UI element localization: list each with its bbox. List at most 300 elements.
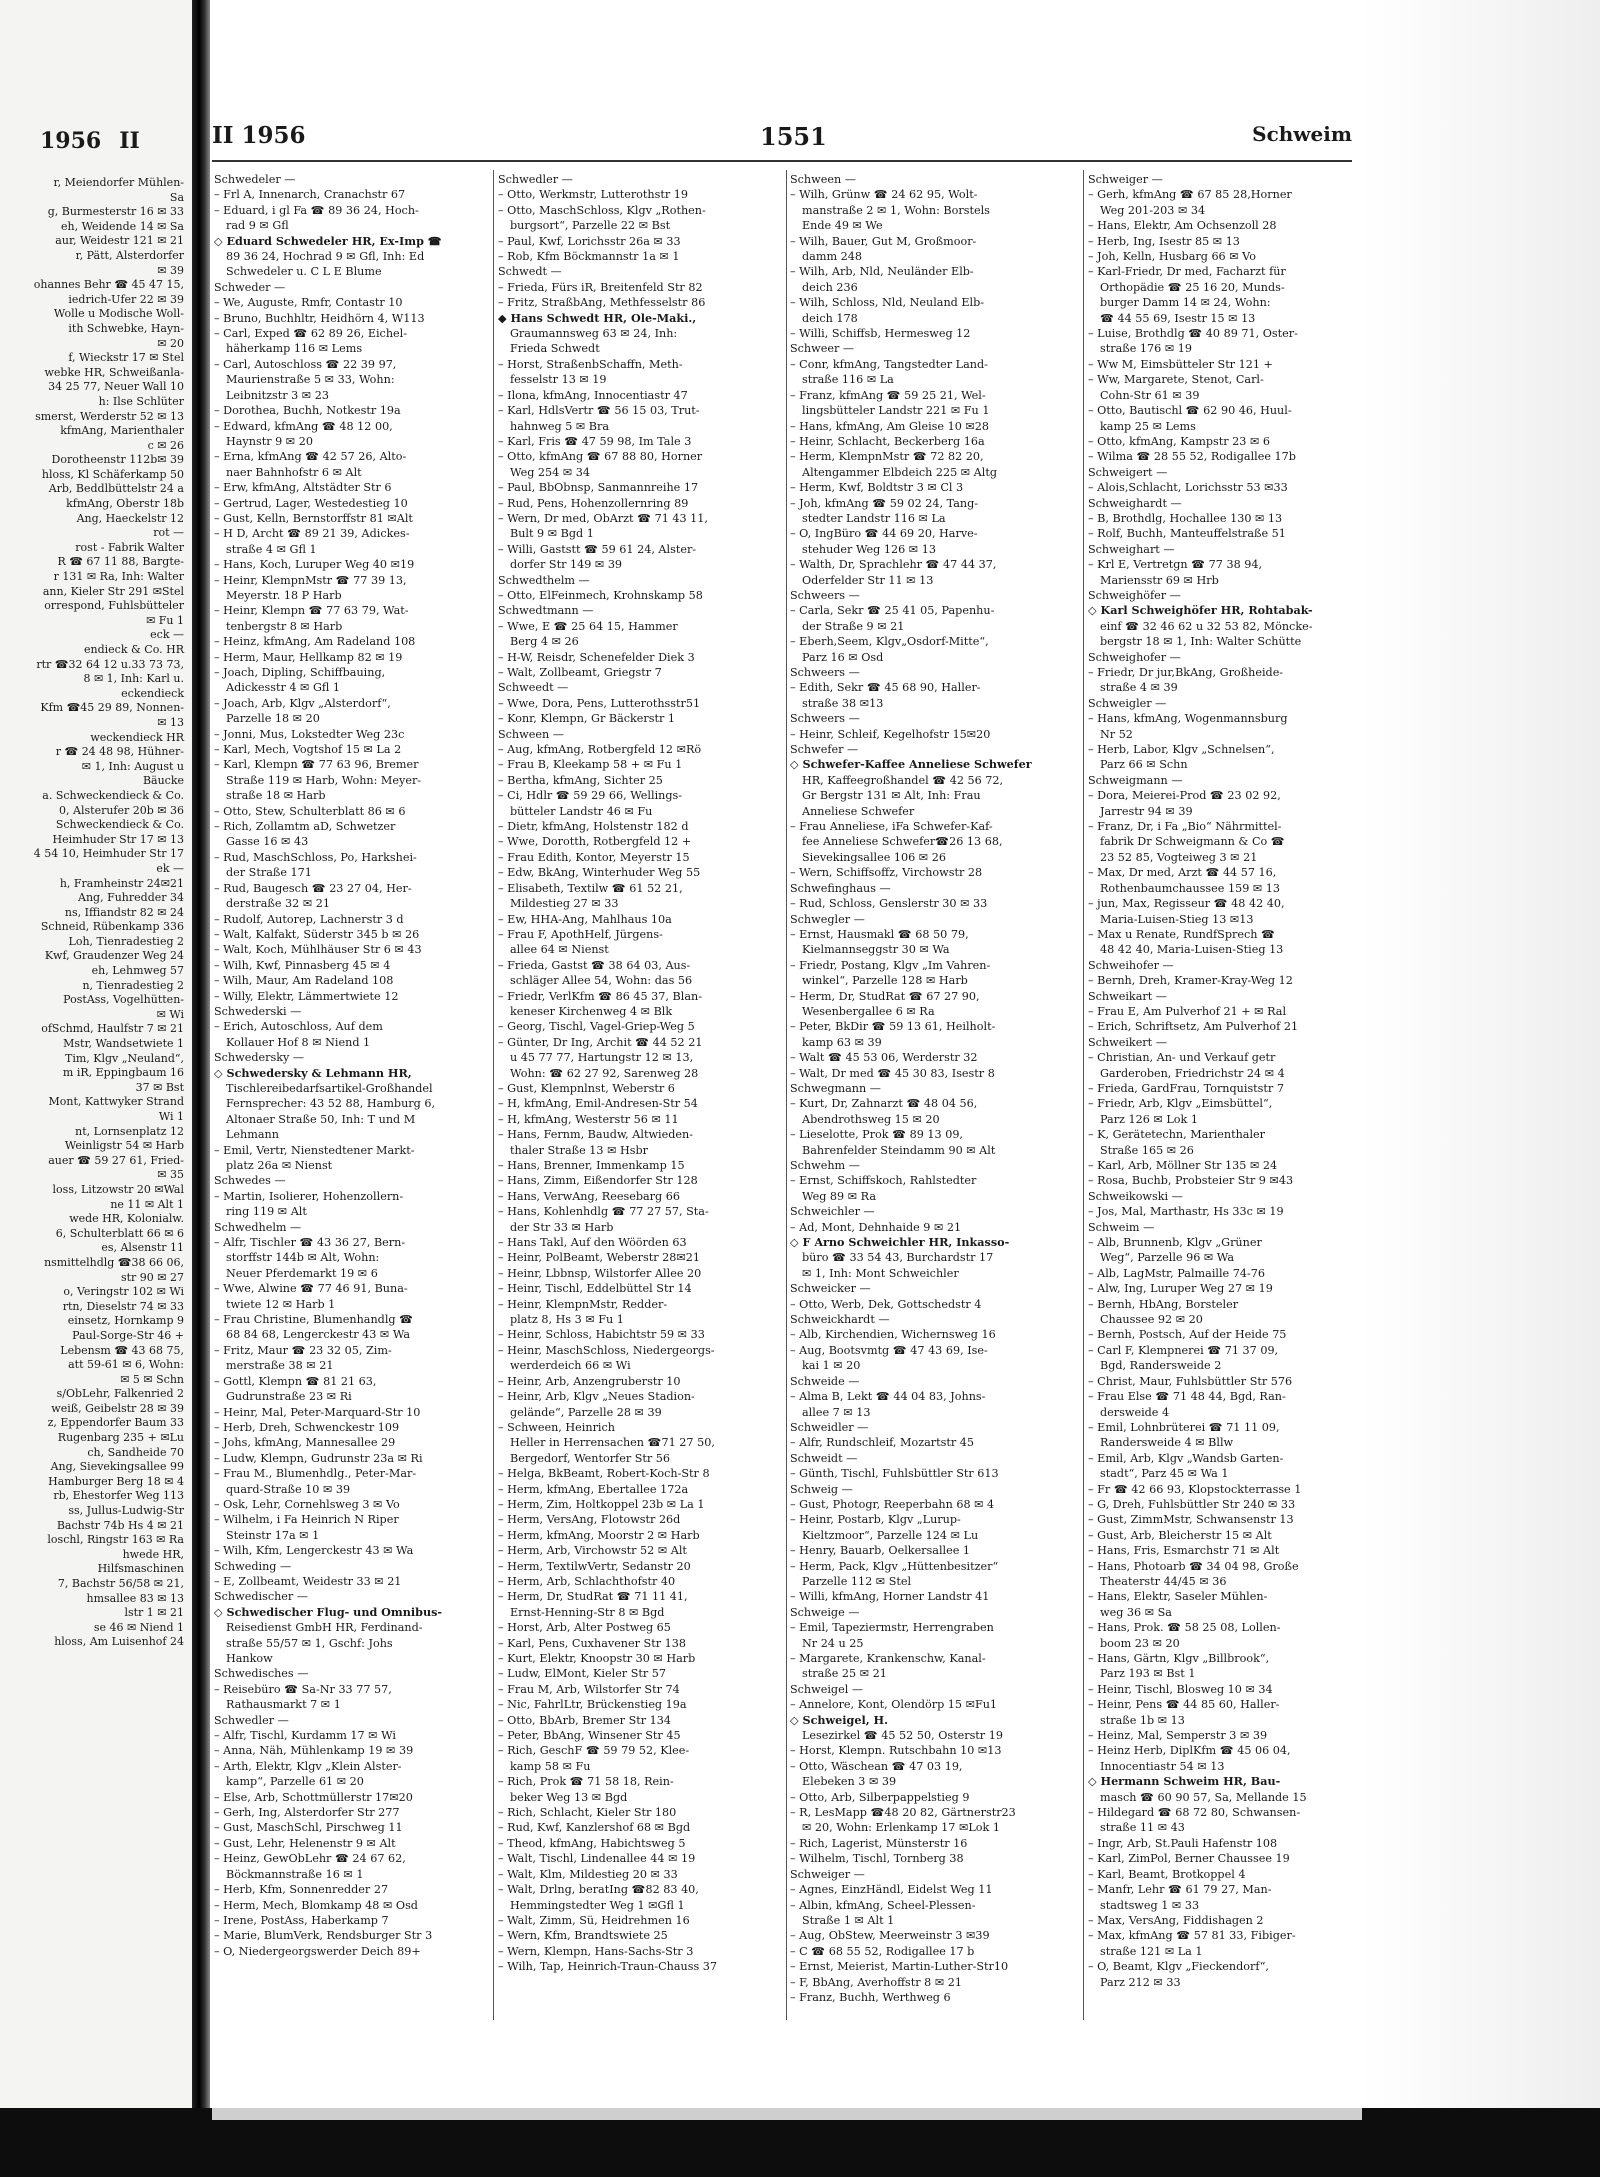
directory-entry: – Herm, Mech, Blomkamp 48 ✉ Osd [214, 1898, 418, 1912]
left-page-line: ✉ Wi [156, 1007, 184, 1021]
left-page-line: Wi 1 [158, 1110, 184, 1123]
directory-entry: – Rich, Prok ☎ 71 58 18, Rein- [498, 1775, 674, 1789]
directory-entry: – Herm, TextilwVertr, Sedanstr 20 [498, 1559, 691, 1573]
directory-entry: – Joh, kfmAng ☎ 59 02 24, Tang- [790, 496, 979, 510]
surname-heading: Schweers — [790, 666, 860, 679]
directory-entry: Adickesstr 4 ✉ Gfl 1 [226, 681, 341, 695]
left-page-line: r, Meiendorfer Mühlen- [53, 176, 184, 189]
directory-entry: – Carla, Sekr ☎ 25 41 05, Papenhu- [790, 604, 995, 618]
directory-entry: – Hans, Brenner, Immenkamp 15 [498, 1159, 685, 1172]
directory-entry: HR, Kaffeegroßhandel ☎ 42 56 72, [802, 773, 1004, 787]
directory-entry: – Ad, Mont, Dehnhaide 9 ✉ 21 [790, 1220, 962, 1234]
directory-entry: Nr 24 u 25 [802, 1636, 864, 1650]
directory-entry: – Rud, Kwf, Kanzlershof 68 ✉ Bgd [498, 1821, 691, 1835]
left-page-line: r, Pätt, Alsterdorfer [75, 248, 184, 262]
directory-entry: der Straße 171 [226, 866, 312, 880]
directory-entry: – Horst, Arb, Alter Postweg 65 [498, 1621, 671, 1635]
directory-entry: – Alois,Schlacht, Lorichsstr 53 ✉33 [1088, 481, 1288, 495]
left-page-column [0, 176, 190, 1650]
directory-entry: – Erna, kfmAng ☎ 42 57 26, Alto- [214, 450, 407, 464]
directory-entry: – Karl, Mech, Vogtshof 15 ✉ La 2 [214, 743, 402, 757]
directory-entry: – Wilhelm, i Fa Heinrich N Riper [214, 1513, 399, 1527]
directory-entry: dorfer Str 149 ✉ 39 [510, 558, 623, 572]
directory-entry: – Gerh, Ing, Alsterdorfer Str 277 [214, 1806, 400, 1820]
directory-entry: straße 4 ✉ 39 [1100, 681, 1178, 695]
directory-entry: Wesenbergallee 6 ✉ Ra [802, 1004, 935, 1018]
surname-heading: Schwedeler — [214, 173, 296, 186]
directory-entry: – Emil, Lohnbrüterei ☎ 71 11 09, [1088, 1420, 1280, 1434]
directory-entry: – Hans, kfmAng, Wogenmannsburg [1088, 712, 1288, 726]
surname-heading: Schweikowski — [1088, 1189, 1183, 1203]
directory-entry: Wohn: ☎ 62 27 92, Sarenweg 28 [510, 1066, 699, 1080]
left-page-line: r ☎ 24 48 98, Hühner- [55, 745, 184, 759]
directory-entry: – Manfr, Lehr ☎ 61 79 27, Man- [1088, 1883, 1272, 1897]
left-page-line: Rugenbarg 235 + ✉Lu [57, 1431, 184, 1445]
directory-entry: – Otto, Werb, Dek, Gottschedstr 4 [790, 1297, 982, 1311]
directory-entry: – Max, VersAng, Fiddishagen 2 [1088, 1913, 1264, 1927]
directory-entry: Graumannsweg 63 ✉ 24, Inh: [510, 327, 678, 341]
directory-entry: Ende 49 ✉ We [802, 219, 883, 233]
directory-entry: – Willi, Gaststt ☎ 59 61 24, Alster- [498, 542, 697, 556]
directory-entry: – Hans Takl, Auf den Wöörden 63 [498, 1236, 687, 1250]
left-page-line: ohannes Behr ☎ 45 47 15, [33, 278, 184, 292]
left-page-line: a. Schweckendieck & Co. [42, 788, 184, 802]
directory-entry: straße 1b ✉ 13 [1100, 1713, 1185, 1727]
directory-entry: – Bernh, Postsch, Auf der Heide 75 [1088, 1328, 1287, 1342]
directory-entry: Orthopädie ☎ 25 16 20, Munds- [1100, 280, 1285, 294]
left-page-line: weckendieck HR [90, 730, 184, 744]
left-page-line: Ang, Sievekingsallee 99 [50, 1460, 184, 1474]
surname-heading: Schwefinghaus — [790, 881, 891, 895]
directory-entry: – Emil, Tapeziermstr, Herrengraben [790, 1621, 994, 1635]
left-page-line: o, Veringstr 102 ✉ Wi [63, 1285, 184, 1299]
left-page-line: Loh, Tienradestieg 2 [68, 934, 184, 948]
directory-entry: – Nic, FahrlLtr, Brückenstieg 19a [498, 1698, 687, 1712]
directory-entry: – H, kfmAng, Westerstr 56 ✉ 11 [498, 1112, 679, 1126]
directory-entry: – Otto, kfmAng ☎ 67 88 80, Horner [498, 450, 703, 464]
directory-entry: Nr 52 [1100, 727, 1133, 741]
surname-heading: Schweers — [790, 588, 860, 602]
directory-entry: – Karl-Friedr, Dr med, Facharzt für [1088, 265, 1286, 279]
directory-entry: Bahrenfelder Steindamm 90 ✉ Alt [802, 1143, 996, 1157]
directory-entry: – Günth, Tischl, Fuhlsbüttler Str 613 [790, 1467, 999, 1481]
surname-heading: Schween — [790, 173, 856, 186]
directory-entry: – Ernst, Meierist, Martin-Luther-Str10 [790, 1960, 1009, 1974]
left-page-line: Tim, Klgv „Neuland“, [64, 1051, 184, 1065]
directory-entry: – Georg, Tischl, Vagel-Griep-Weg 5 [498, 1020, 695, 1034]
directory-entry: tenbergstr 8 ✉ Harb [226, 619, 343, 633]
directory-entry: – Emil, Arb, Klgv „Wandsb Garten- [1088, 1451, 1284, 1465]
firm-entry: ◇ Schwedischer Flug- und Omnibus- [214, 1604, 443, 1619]
directory-entry: hahnweg 5 ✉ Bra [510, 419, 610, 433]
directory-entry: – Alfr, Tischl, Kurdamm 17 ✉ Wi [214, 1729, 396, 1743]
directory-entry: winkel“, Parzelle 128 ✉ Harb [802, 974, 968, 988]
firm-entry: ◇ Schwedersky & Lehmann HR, [214, 1065, 412, 1080]
directory-entry: – Rosa, Buchb, Probsteier Str 9 ✉43 [1088, 1174, 1294, 1188]
directory-entry: Weg 201-203 ✉ 34 [1100, 203, 1206, 217]
directory-entry: Meyerstr. 18 P Harb [226, 588, 342, 602]
directory-entry: – Edward, kfmAng ☎ 48 12 00, [214, 419, 393, 433]
directory-entry: – Margarete, Krankenschw, Kanal- [790, 1652, 986, 1665]
surname-heading: Schweige — [790, 1605, 860, 1619]
surname-heading: Schweers — [790, 712, 860, 726]
directory-entry: lingsbütteler Landstr 221 ✉ Fu 1 [802, 404, 990, 418]
left-page-line: Schneid, Rübenkamp 336 [40, 920, 184, 934]
page-margin [1360, 0, 1600, 2177]
directory-entry: Maria-Luisen-Stieg 13 ✉13 [1100, 912, 1254, 926]
surname-heading: Schweiger — [1088, 173, 1163, 186]
directory-entry: u 45 77 77, Hartungstr 12 ✉ 13, [510, 1051, 694, 1065]
left-page-line: eck — [150, 628, 184, 642]
surname-heading: Schweidler — [790, 1420, 869, 1434]
directory-entry: – Otto, Stew, Schulterblatt 86 ✉ 6 [214, 804, 406, 818]
directory-entry: – Karl, HdlsVertr ☎ 56 15 03, Trut- [498, 404, 700, 418]
left-page-line: hloss, Kl Schäferkamp 50 [41, 467, 184, 481]
directory-entry: – Herm, KlempnMstr ☎ 72 82 20, [790, 450, 984, 464]
directory-entry: – Lieselotte, Prok ☎ 89 13 09, [790, 1128, 963, 1142]
directory-entry: straße 176 ✉ 19 [1100, 342, 1192, 356]
directory-entry: – Krl E, Vertretgn ☎ 77 38 94, [1088, 558, 1263, 572]
surname-heading: Schweigel — [790, 1682, 864, 1696]
left-page-line: s/ObLehr, Falkenried 2 [56, 1387, 184, 1401]
firm-entry: ◇ Schweigel, H. [790, 1712, 888, 1727]
directory-entry: – Hans, Kohlenhdlg ☎ 77 27 57, Sta- [498, 1205, 709, 1219]
directory-entry: Oderfelder Str 11 ✉ 13 [802, 573, 934, 587]
directory-entry: – Walt, Kalfakt, Süderstr 345 b ✉ 26 [214, 927, 420, 941]
directory-entry: – Wilh, Tap, Heinrich-Traun-Chauss 37 [498, 1960, 717, 1974]
header-volume-year: II 1956 [212, 122, 306, 149]
directory-entry: – Heinz, GewObLehr ☎ 24 67 62, [214, 1852, 406, 1866]
directory-entry: schläger Allee 54, Wohn: das 56 [510, 974, 693, 988]
directory-entry: Jarrestr 94 ✉ 39 [1100, 804, 1193, 818]
surname-heading: Schwedt — [498, 265, 562, 279]
directory-entry: – R, LesMapp ☎48 20 82, Gärtnerstr23 [790, 1806, 1016, 1820]
directory-entry: – F, BbAng, Averhoffstr 8 ✉ 21 [790, 1975, 963, 1989]
header-catchword: Schweim [1252, 122, 1352, 146]
directory-entry: – Jonni, Mus, Lokstedter Weg 23c [214, 727, 405, 741]
directory-entry: Fernsprecher: 43 52 88, Hamburg 6, [226, 1097, 436, 1111]
directory-entry: stehuder Weg 126 ✉ 13 [802, 542, 936, 556]
left-page-line: Ang, Fuhredder 34 [78, 891, 184, 905]
directory-entry: – Alb, Brunnenb, Klgv „Grüner [1088, 1236, 1262, 1250]
left-page-line: lstr 1 ✉ 21 [124, 1606, 184, 1620]
directory-entry: keneser Kirchenweg 4 ✉ Blk [510, 1004, 673, 1018]
directory-entry: naer Bahnhofstr 6 ✉ Alt [226, 465, 362, 479]
left-page-line: wede HR, Kolonialw. [69, 1212, 184, 1226]
directory-entry: Kieltzmoor“, Parzelle 124 ✉ Lu [802, 1528, 979, 1542]
directory-entry: – Alw, Ing, Luruper Weg 27 ✉ 19 [1088, 1282, 1273, 1296]
directory-entry: – Gust, Arb, Bleicherstr 15 ✉ Alt [1088, 1528, 1272, 1542]
left-page-line: Paul-Sorge-Str 46 + [72, 1328, 184, 1342]
left-page-line: 4 54 10, Heimhuder Str 17 [33, 847, 184, 861]
directory-entry: Heller in Herrensachen ☎71 27 50, [510, 1436, 715, 1450]
directory-entry: Bult 9 ✉ Bgd 1 [510, 527, 594, 541]
directory-entry: – Ww M, Eimsbütteler Str 121 + [1088, 357, 1273, 371]
directory-entry: – Gust, Lehr, Helenenstr 9 ✉ Alt [214, 1836, 396, 1850]
directory-entry: – Dietr, kfmAng, Holstenstr 182 d [498, 820, 689, 834]
directory-entry: – Wern, Schiffsoffz, Virchowstr 28 [790, 866, 983, 880]
directory-entry: – Otto, kfmAng, Kampstr 23 ✉ 6 [1088, 434, 1271, 448]
directory-entry: stadt“, Parz 45 ✉ Wa 1 [1100, 1467, 1229, 1481]
directory-entry: Parz 66 ✉ Schn [1100, 758, 1188, 772]
surname-heading: Schwedisches — [214, 1667, 309, 1681]
left-page-line: ns, Iffiandstr 82 ✉ 24 [64, 905, 184, 919]
left-page-line: smerst, Werderstr 52 ✉ 13 [35, 409, 184, 423]
left-page-line: ✉ 5 ✉ Schn [120, 1372, 184, 1386]
directory-entry: – Rud, Baugesch ☎ 23 27 04, Her- [214, 881, 412, 895]
directory-entry: – B, Brothdlg, Hochallee 130 ✉ 13 [1088, 511, 1283, 525]
directory-entry: – Günter, Dr Ing, Archit ☎ 44 52 21 [498, 1035, 703, 1049]
surname-heading: Schwedhelm — [214, 1220, 302, 1234]
directory-entry: – Frau Else ☎ 71 48 44, Bgd, Ran- [1088, 1390, 1286, 1404]
directory-entry: – Rud, MaschSchloss, Po, Harkshei- [214, 850, 417, 864]
directory-entry: – Aug, ObStew, Meerweinstr 3 ✉39 [790, 1929, 990, 1943]
directory-entry: rad 9 ✉ Gfl [226, 219, 289, 233]
directory-entry: – Hans, Zimm, Eißendorfer Str 128 [498, 1174, 698, 1188]
directory-entry: – Rob, Kfm Böckmannstr 1a ✉ 1 [498, 250, 680, 264]
directory-entry: – Walt, Klm, Mildestieg 20 ✉ 33 [498, 1867, 678, 1881]
directory-entry: boom 23 ✉ 20 [1100, 1636, 1180, 1650]
directory-entry: – Walt, Koch, Mühlhäuser Str 6 ✉ 43 [214, 943, 422, 957]
directory-entry: – Wern, Dr med, ObArzt ☎ 71 43 11, [498, 511, 708, 525]
directory-entry: – Willy, Elektr, Lämmertwiete 12 [214, 989, 399, 1003]
left-page-line: Bachstr 74b Hs 4 ✉ 21 [56, 1518, 184, 1532]
directory-entry: – K, Gerätetechn, Marienthaler [1088, 1128, 1266, 1142]
directory-entry: – Otto, Bautischl ☎ 62 90 46, Huul- [1088, 404, 1292, 418]
left-page-line: Weinligstr 54 ✉ Harb [64, 1139, 184, 1153]
left-page-header [40, 128, 190, 154]
directory-entry: – Gertrud, Lager, Westedestieg 10 [214, 496, 408, 510]
directory-entry: – Jos, Mal, Marthastr, Hs 33c ✉ 19 [1088, 1205, 1284, 1219]
directory-entry: – Carl, Autoschloss ☎ 22 39 97, [214, 357, 397, 371]
directory-entry: – Otto, MaschSchloss, Klgv „Rothen- [498, 203, 706, 217]
left-page-line: g, Burmesterstr 16 ✉ 33 [47, 205, 184, 219]
directory-entry: – Aug, kfmAng, Rotbergfeld 12 ✉Rö [498, 743, 702, 757]
directory-entry: Tischlereibedarfsartikel-Großhandel [226, 1081, 433, 1095]
directory-entry: – Willi, kfmAng, Horner Landstr 41 [790, 1590, 990, 1604]
left-page-line: ith Schwebke, Hayn- [68, 321, 184, 335]
directory-entry: – Frl A, Innenarch, Cranachstr 67 [214, 188, 406, 202]
directory-entry: – Paul, Kwf, Lorichsstr 26a ✉ 33 [498, 234, 681, 248]
directory-entry: – Frieda, Fürs iR, Breitenfeld Str 82 [498, 280, 703, 294]
directory-entry: ✉ 20, Wohn: Erlenkamp 17 ✉Lok 1 [802, 1821, 1000, 1835]
surname-heading: Schwedischer — [214, 1590, 308, 1604]
directory-entry: – Wilma ☎ 28 55 52, Rodigallee 17b [1088, 450, 1296, 464]
directory-entry: – Fritz, StraßbAng, Methfesselstr 86 [498, 296, 706, 310]
directory-entry: Mariensstr 69 ✉ Hrb [1100, 573, 1219, 587]
surname-heading: Schweighöfer — [1088, 588, 1181, 602]
directory-entry: Reisedienst GmbH HR, Ferdinand- [226, 1621, 423, 1635]
directory-entry: Theaterstr 44/45 ✉ 36 [1100, 1574, 1227, 1588]
directory-entry: twiete 12 ✉ Harb 1 [226, 1297, 336, 1311]
directory-entry: – Konr, Klempn, Gr Bäckerstr 1 [498, 712, 676, 726]
directory-entry: – Ernst, Hausmakl ☎ 68 50 79, [790, 927, 969, 941]
directory-entry: – Bruno, Buchhltr, Heidhörn 4, W113 [214, 311, 425, 325]
surname-heading: Schweim — [1088, 1220, 1155, 1234]
directory-entry: Weg 254 ✉ 34 [510, 465, 590, 479]
directory-entry: – Joach, Arb, Klgv „Alsterdorf“, [214, 696, 391, 710]
left-page-line: Kfm ☎45 29 89, Nonnen- [40, 701, 184, 715]
directory-entry: Bergedorf, Wentorfer Str 56 [510, 1451, 671, 1465]
directory-entry: 23 52 85, Vogteiweg 3 ✉ 21 [1100, 850, 1258, 864]
directory-entry: – Heinr, MaschSchloss, Niedergeorgs- [498, 1343, 715, 1357]
directory-entry: – Johs, kfmAng, Mannesallee 29 [214, 1436, 396, 1450]
surname-heading: Schweighofer — [1088, 650, 1181, 664]
directory-entry: – Herm, Arb, Schlachthofstr 40 [498, 1574, 676, 1588]
directory-entry: – Kurt, Elektr, Knoopstr 30 ✉ Harb [498, 1652, 696, 1665]
directory-entry: – Horst, StraßenbSchaffn, Meth- [498, 357, 683, 371]
directory-entry: – Otto, Wäschean ☎ 47 03 19, [790, 1759, 963, 1773]
directory-entry: – Heinr, Arb, Anzengruberstr 10 [498, 1374, 681, 1388]
left-header-year: 1956 [40, 128, 102, 154]
directory-entry: Altengammer Elbdeich 225 ✉ Altg [802, 465, 998, 479]
directory-entry: – Hans, kfmAng, Am Gleise 10 ✉28 [790, 419, 989, 433]
left-page-line: loss, Litzowstr 20 ✉Wal [52, 1182, 184, 1196]
directory-entry: – Wilh, Grünw ☎ 24 62 95, Wolt- [790, 188, 978, 202]
directory-entry: – Else, Arb, Schottmüllerstr 17✉20 [214, 1790, 413, 1804]
directory-entry: – Rich, Lagerist, Münsterstr 16 [790, 1836, 968, 1850]
directory-entry: – Hans, Elektr, Saseler Mühlen- [1088, 1590, 1268, 1604]
directory-entry: straße 116 ✉ La [802, 373, 894, 387]
directory-entry: – Horst, Klempn. Rutschbahn 10 ✉13 [790, 1744, 1002, 1758]
surname-heading: Schwehm — [790, 1159, 860, 1172]
directory-entry: straße 25 ✉ 21 [802, 1667, 887, 1681]
surname-heading: Schweer — [790, 342, 855, 356]
page-number: 1551 [760, 122, 827, 151]
left-page-line: ✉ 13 [157, 715, 184, 729]
directory-entry: Elebeken 3 ✉ 39 [802, 1775, 897, 1789]
directory-entry: Parz 16 ✉ Osd [802, 650, 884, 664]
left-page-line: rb, Ehestorfer Weg 113 [53, 1489, 184, 1503]
directory-entry: – Hildegard ☎ 68 72 80, Schwansen- [1088, 1806, 1301, 1820]
surname-heading: Schwefer — [790, 743, 859, 757]
surname-heading: Schwedtmann — [498, 604, 594, 618]
directory-entry: – Friedr, Dr jur,BkAng, Großheide- [1088, 666, 1284, 679]
directory-entry: – Herm, Arb, Virchowstr 52 ✉ Alt [498, 1544, 687, 1558]
directory-column-1 [214, 172, 486, 1959]
surname-heading: Schweichler — [790, 1205, 875, 1219]
scan-bottom-edge [0, 2108, 1600, 2177]
directory-entry: – Herm, VersAng, Flotowstr 26d [498, 1513, 681, 1527]
left-page-line: n, Tienradestieg 2 [82, 978, 184, 992]
left-page-line: 8 ✉ 1, Inh: Karl u. [83, 672, 184, 686]
directory-entry: – Heinr, KlempnMstr, Redder- [498, 1297, 668, 1311]
directory-entry: – Otto, Werkmstr, Lutterothstr 19 [498, 188, 688, 202]
directory-entry: stedter Landstr 116 ✉ La [802, 511, 946, 525]
directory-entry: – Fritz, Maur ☎ 23 32 05, Zim- [214, 1343, 392, 1357]
left-page-line: ek — [156, 861, 184, 875]
directory-entry: – Heinr, Postarb, Klgv „Lurup- [790, 1513, 961, 1527]
directory-entry: – Karl, Klempn ☎ 77 63 96, Bremer [214, 758, 419, 772]
directory-entry: – Hans, Fris, Esmarchstr 71 ✉ Alt [1088, 1544, 1280, 1558]
directory-entry: – Wilh, Bauer, Gut M, Großmoor- [790, 234, 977, 248]
surname-heading: Schwedes — [214, 1174, 286, 1188]
left-page-line: c ✉ 26 [147, 438, 184, 452]
surname-heading: Schwedthelm — [498, 573, 590, 587]
left-page-line: R ☎ 67 11 88, Bargte- [57, 555, 184, 569]
directory-entry: – Fr ☎ 42 66 93, Klopstockterrasse 1 [1088, 1482, 1302, 1496]
directory-entry: straße 121 ✉ La 1 [1100, 1944, 1203, 1958]
directory-entry: straße 11 ✉ 43 [1100, 1821, 1185, 1835]
left-page-line: eh, Weidende 14 ✉ Sa [60, 219, 184, 233]
directory-entry: – H, kfmAng, Emil-Andresen-Str 54 [498, 1097, 698, 1111]
directory-entry: kamp“, Parzelle 61 ✉ 20 [226, 1775, 364, 1789]
header-rule [212, 160, 1352, 162]
directory-entry: Garderoben, Friedrichstr 24 ✉ 4 [1100, 1066, 1285, 1080]
left-page-line: Mstr, Wandsetwiete 1 [63, 1037, 184, 1051]
directory-entry: – Gerh, kfmAng ☎ 67 85 28,Horner [1088, 188, 1292, 202]
left-page-line: Sa [169, 190, 184, 204]
directory-entry: – Reisebüro ☎ Sa-Nr 33 77 57, [214, 1682, 392, 1696]
directory-entry: – We, Auguste, Rmfr, Contastr 10 [214, 296, 403, 310]
directory-entry: – Martin, Isolierer, Hohenzollern- [214, 1189, 404, 1203]
directory-entry: häherkamp 116 ✉ Lems [226, 342, 363, 356]
directory-entry: merstraße 38 ✉ 21 [226, 1359, 334, 1373]
directory-entry: – Heinr, Klempn ☎ 77 63 79, Wat- [214, 604, 409, 618]
directory-entry: – Herm, Zim, Holtkoppel 23b ✉ La 1 [498, 1497, 705, 1511]
directory-entry: Kollauer Hof 8 ✉ Niend 1 [226, 1035, 371, 1049]
directory-entry: – Karl, Arb, Möllner Str 135 ✉ 24 [1088, 1159, 1278, 1172]
directory-entry: – Frau M, Arb, Wilstorfer Str 74 [498, 1682, 680, 1696]
directory-entry: – Heinr, Schloss, Habichtstr 59 ✉ 33 [498, 1328, 705, 1342]
left-page-line: ch, Sandheide 70 [87, 1445, 184, 1459]
directory-entry: – Alfr, Tischler ☎ 43 36 27, Bern- [214, 1236, 406, 1250]
directory-entry: platz 26a ✉ Nienst [226, 1159, 333, 1172]
left-page-line: endieck & Co. HR [84, 643, 184, 656]
surname-heading: Schweigler — [1088, 696, 1167, 710]
left-page-line: 37 ✉ Bst [135, 1080, 184, 1094]
left-page-line: rot — [153, 526, 184, 540]
directory-entry: – Frau E, Am Pulverhof 21 + ✉ Ral [1088, 1004, 1287, 1018]
directory-entry: bergstr 18 ✉ 1, Inh: Walter Schütte [1100, 635, 1302, 649]
left-page-line: ne 11 ✉ Alt 1 [110, 1197, 184, 1211]
left-page-line: einsetz, Hornkamp 9 [67, 1314, 184, 1328]
directory-entry: – Wilh, Schloss, Nld, Neuland Elb- [790, 296, 985, 310]
directory-entry: – Rich, Schlacht, Kieler Str 180 [498, 1806, 677, 1820]
firm-entry: ◇ Schwefer-Kaffee Anneliese Schwefer [790, 757, 1032, 772]
directory-entry: – Herm, Dr, StudRat ☎ 67 27 90, [790, 989, 980, 1003]
directory-entry: – Carl, Exped ☎ 62 89 26, Eichel- [214, 327, 408, 341]
left-page-line: rost - Fabrik Walter [75, 540, 184, 554]
directory-entry: – Alfr, Rundschleif, Mozartstr 45 [790, 1436, 974, 1450]
directory-entry: Lesezirkel ☎ 45 52 50, Osterstr 19 [802, 1729, 1003, 1743]
directory-entry: derstraße 32 ✉ 21 [226, 897, 330, 911]
directory-entry: allee 64 ✉ Nienst [510, 943, 609, 957]
left-page-line: hwede HR, [122, 1547, 184, 1561]
directory-entry: straße 4 ✉ Gfl 1 [226, 542, 317, 556]
directory-entry: – Dorothea, Buchh, Notkestr 19a [214, 404, 401, 418]
directory-entry: – Alb, Kirchendien, Wichernsweg 16 [790, 1328, 996, 1342]
directory-entry: – Friedr, VerlKfm ☎ 86 45 37, Blan- [498, 989, 702, 1003]
directory-entry: – Henry, Bauarb, Oelkersallee 1 [790, 1544, 971, 1558]
directory-entry: – Anna, Näh, Mühlenkamp 19 ✉ 39 [214, 1744, 414, 1758]
directory-entry: – Schween, Heinrich [498, 1420, 615, 1434]
directory-entry: – Frau B, Kleekamp 58 + ✉ Fu 1 [498, 758, 683, 772]
book-gutter [192, 0, 210, 2177]
directory-entry: – Walt, Tischl, Lindenallee 44 ✉ 19 [498, 1852, 696, 1866]
directory-entry: burgsort“, Parzelle 22 ✉ Bst [510, 219, 671, 233]
left-page-line: kfmAng, Marienthaler [60, 424, 184, 438]
directory-entry: – Hans, Photoarb ☎ 34 04 98, Große [1088, 1559, 1299, 1573]
directory-entry: – Max u Renate, RundfSprech ☎ [1088, 927, 1275, 941]
directory-entry: – Walt, Zimm, Sü, Heidrehmen 16 [498, 1913, 690, 1927]
directory-entry: – Paul, BbObnsp, Sanmannreihe 17 [498, 481, 699, 495]
directory-entry: – Rolf, Buchh, Manteuffelstraße 51 [1088, 527, 1286, 541]
directory-entry: – Herm, kfmAng, Ebertallee 172a [498, 1482, 689, 1496]
directory-entry: – Heinr, Schleif, Kegelhofstr 15✉20 [790, 727, 991, 741]
directory-entry: – Heinz, kfmAng, Am Radeland 108 [214, 635, 416, 649]
directory-entry: dersweide 4 [1100, 1405, 1170, 1419]
